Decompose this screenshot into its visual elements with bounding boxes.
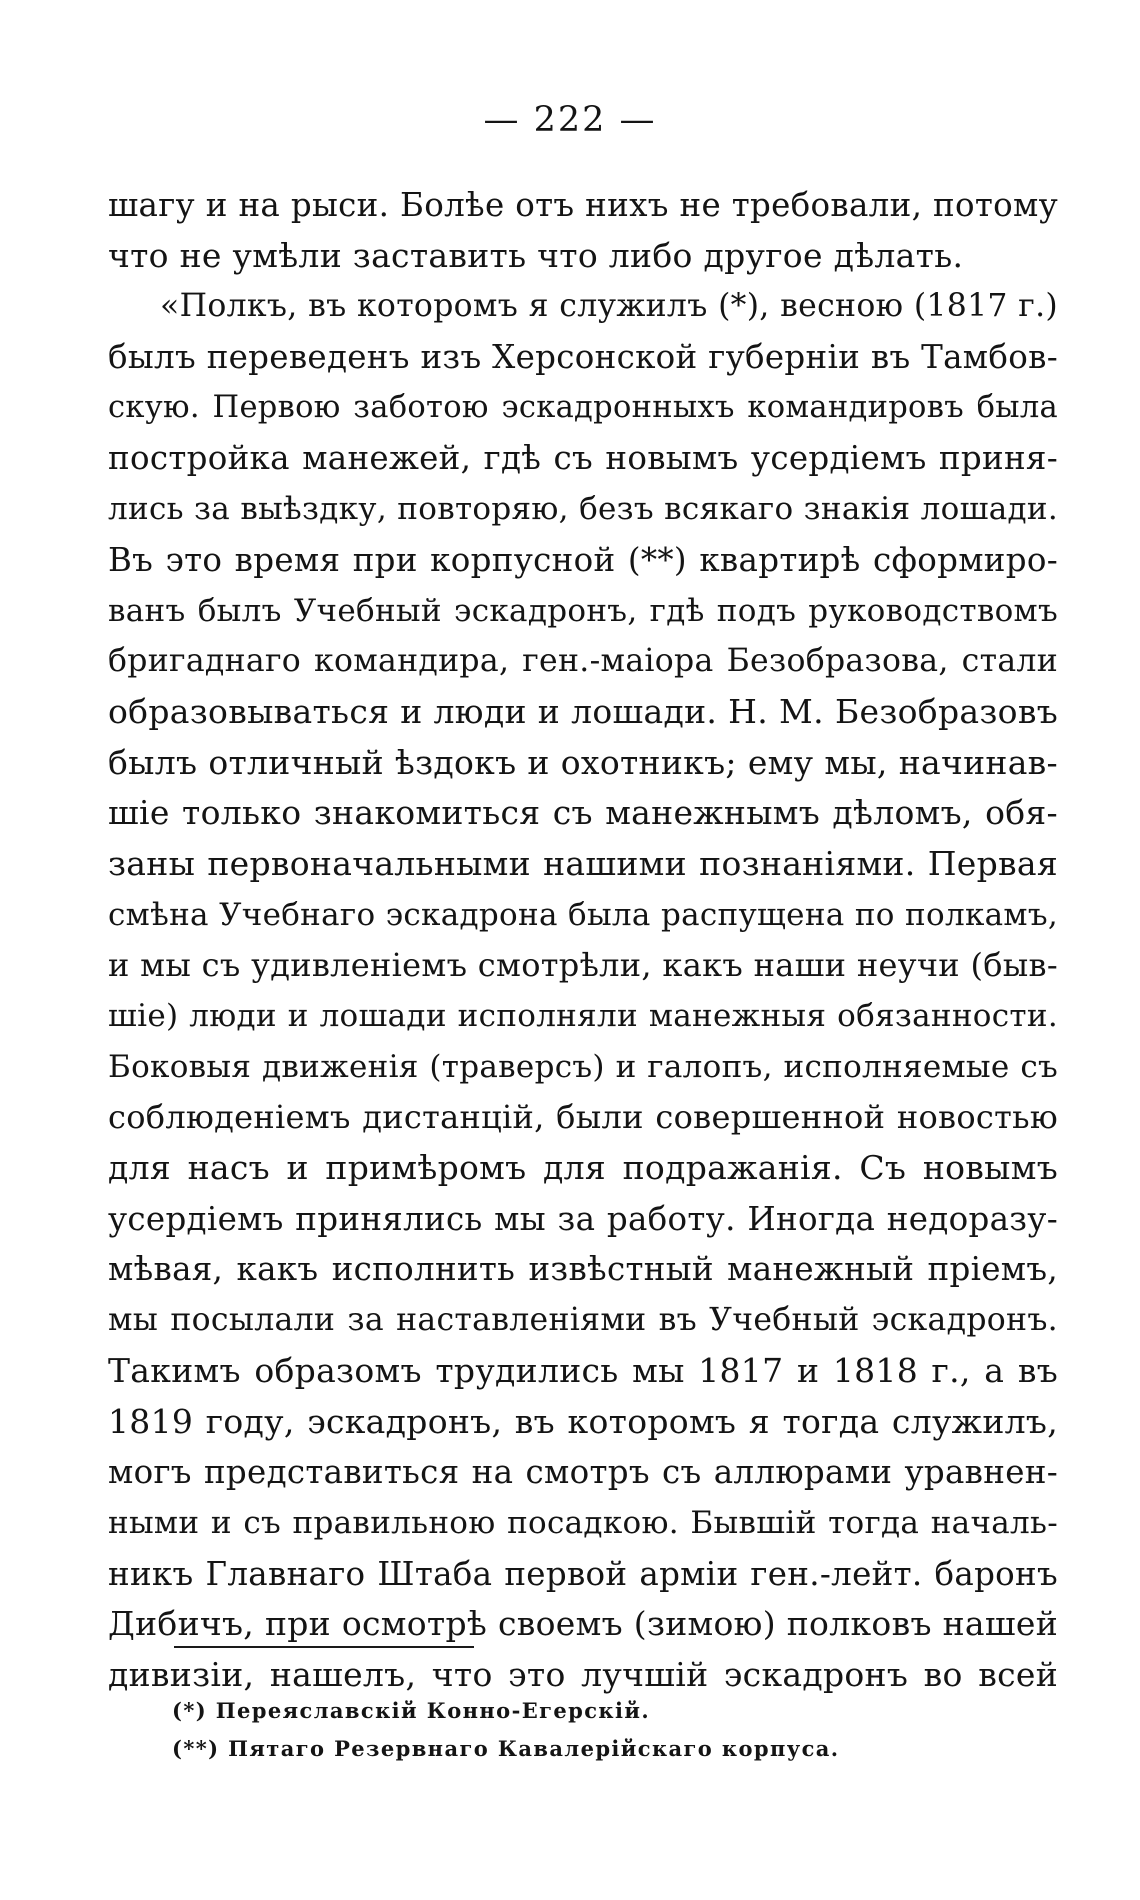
text-line: шагу и на рыси. Болѣе отъ нихъ не требовали, потому (108, 186, 1058, 224)
text-line: Такимъ образомъ трудились мы 1817 и 1818 г., а въ (108, 1350, 1058, 1390)
text-line: былъ переведенъ изъ Херсонской губерніи въ Тамбов- (108, 338, 1058, 377)
text-line: ными и съ правильною посадкою. Бывшій тогда началь- (108, 1504, 1058, 1541)
text-line: бригаднаго командира, ген.-маіора Безобразова, стали (108, 643, 1058, 680)
body-text (108, 180, 1058, 1701)
text-line: Дибичъ, при осмотрѣ своемъ (зимою) полковъ нашей (108, 1604, 1058, 1644)
footnote: (**) Пятаго Резервнаго Кавалерійскаго корпуса. (172, 1736, 840, 1761)
text-line: шіе только знакомиться съ манежнымъ дѣломъ, обя- (108, 793, 1058, 833)
text-line: заны первоначальными нашими познаніями. Первая (108, 843, 1058, 883)
footnote: (*) Переяславскій Конно-Егерскій. (172, 1698, 651, 1723)
text-line: шіе) люди и лошади исполняли манежныя обязанности. (108, 998, 1058, 1034)
text-line: ванъ былъ Учебный эскадронъ, гдѣ подъ руководствомъ (108, 592, 1058, 629)
text-line: Боковыя движенія (траверсъ) и галопъ, исполняемые съ (108, 1048, 1058, 1085)
text-line: лись за выѣздку, повторяю, безъ всякаго знакія лошади. (108, 491, 1058, 528)
text-line: для насъ и примѣромъ для подражанія. Съ новымъ (108, 1148, 1058, 1188)
text-line: могъ представиться на смотръ съ аллюрами уравнен- (108, 1453, 1058, 1492)
text-line: дивизіи, нашелъ, что это лучшій эскадронъ во всей (108, 1654, 1058, 1694)
page-number: — 222 — (483, 100, 657, 140)
text-line: «Полкъ, въ которомъ я служилъ (*), весною (1817 г.) (160, 288, 1058, 325)
text-line: что не умѣли заставить что либо другое дѣлать. (108, 235, 964, 275)
text-line: скую. Первою заботою эскадронныхъ командировъ была (108, 389, 1058, 425)
text-line: Въ это время при корпусной (**) квартирѣ сформиро- (108, 540, 1058, 579)
text-line: 1819 году, эскадронъ, въ которомъ я тогда служилъ, (108, 1401, 1058, 1441)
text-line: былъ отличный ѣздокъ и охотникъ; ему мы, начинав- (108, 742, 1058, 782)
footnotes (172, 1692, 1032, 1768)
footnote-divider (174, 1646, 474, 1648)
text-line: и мы съ удивленіемъ смотрѣли, какъ наши неучи (быв- (108, 946, 1058, 985)
text-line: мы посылали за наставленіями въ Учебный эскадронъ. (108, 1302, 1058, 1339)
text-line: никъ Главнаго Штаба первой арміи ген.-лейт. баронъ (108, 1554, 1058, 1593)
text-line: соблюденіемъ дистанцій, были совершенной новостью (108, 1098, 1058, 1137)
text-line: мѣвая, какъ исполнить извѣстный манежный пріемъ, (108, 1250, 1058, 1289)
text-line: смѣна Учебнаго эскадрона была распущена по полкамъ, (108, 896, 1058, 933)
text-line: образовываться и люди и лошади. Н. М. Безобразовъ (108, 691, 1058, 731)
text-line: усердіемъ принялись мы за работу. Иногда недоразу- (108, 1199, 1058, 1238)
text-line: постройка манежей, гдѣ съ новымъ усердіемъ приня- (108, 439, 1058, 478)
